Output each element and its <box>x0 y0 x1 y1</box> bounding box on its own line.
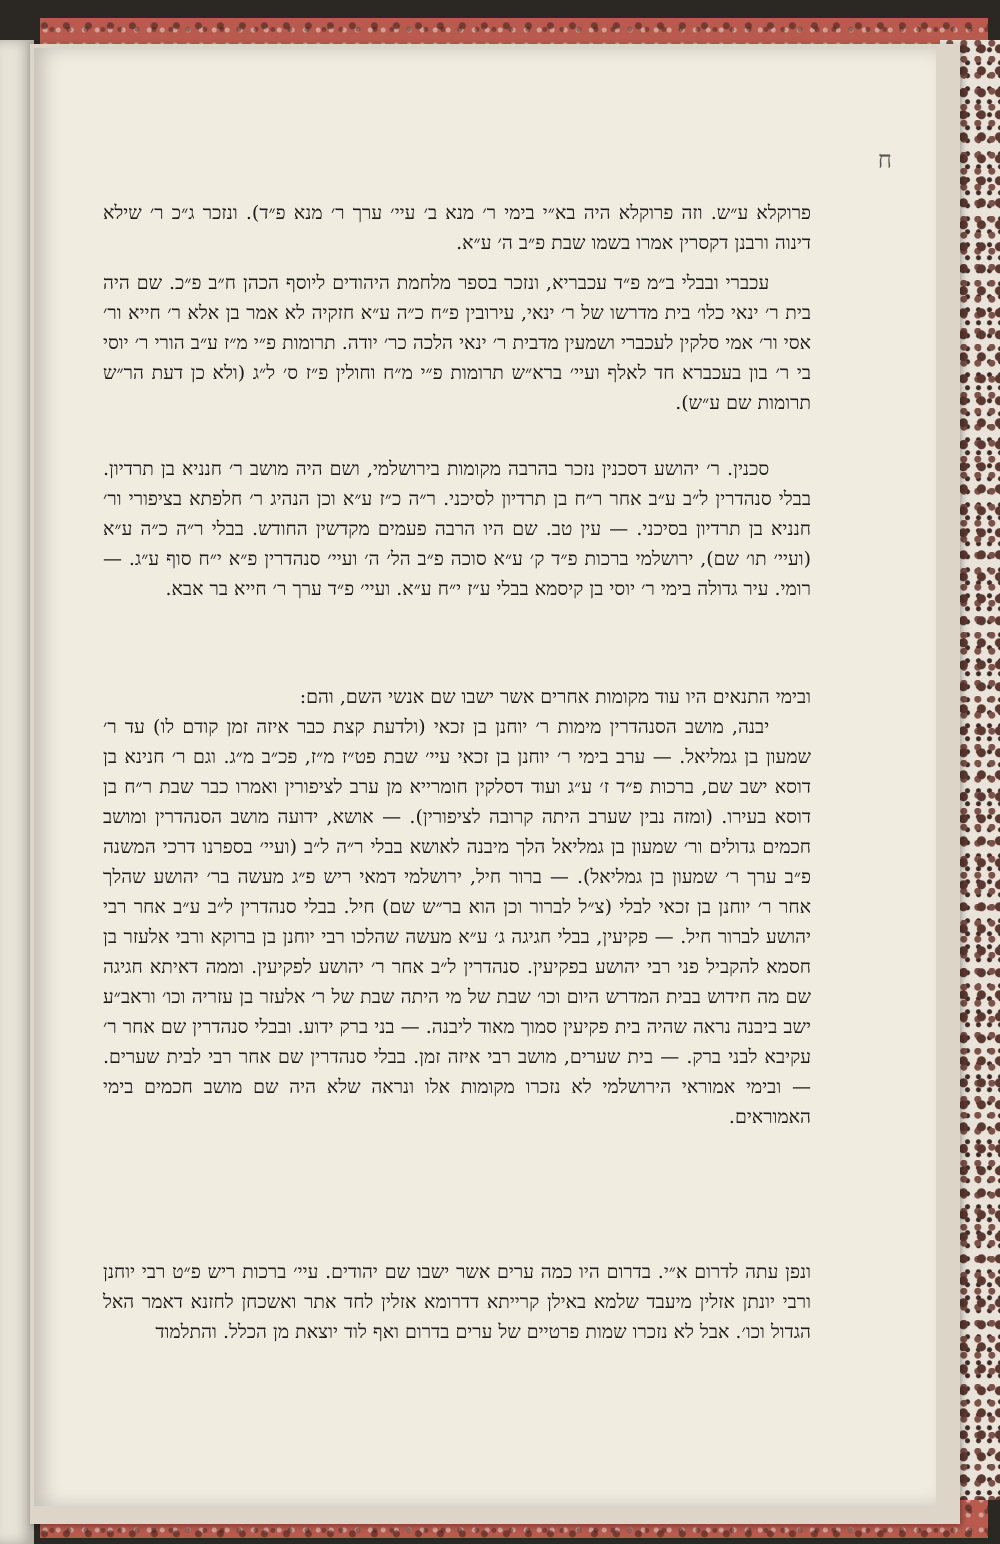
paragraph-4 <box>103 682 811 712</box>
paragraph-1 <box>103 198 811 258</box>
paragraph-text: ובימי התנאים היו עוד מקומות אחרים אשר ישבו שם אנשי השם, והם: <box>299 686 811 708</box>
paragraph-text: סכנין. ר׳ יהושע דסכנין נזכר בהרבה מקומות בירושלמי, ושם היה מושב ר׳ חנניא בן תרדיון. בבלי סנהדרין ל״ב ע״ב אחר ר״ח בן תרדיון לסיכני. ר״ה כ״ז ע״א וכן הנהיג ר׳ חלפתא בציפורי ור׳ חנניא בן תרדיון בסיכני. — עין טב. שם היו הרבה פעמים מקדשין החודש. בבלי ר״ה כ״ה ע״א (ועיי׳ תו׳ שם), ירושלמי ברכות פ״ד ק׳ ע״א סוכה פ״ב הל׳ ה׳ ועיי׳ סנהדרין פ״א י״ח סוף ע״ג. — רומי. עיר גדולה בימי ר׳ יוסי בן קיסמא בבלי ע״ז י״ח ע״א. ועיי׳ פ״ד ערך ר׳ חייא בר אבא. <box>103 458 811 600</box>
paragraph-6 <box>103 1257 811 1347</box>
paragraph-text: פרוקלא ע״ש. וזה פרוקלא היה בא״י בימי ר׳ מנא ב׳ עיי׳ ערך ר׳ מנא פ״ד). ונזכר ג״כ ר׳ שילא דינוה ורבנן דקסרין אמרו בשמו שבת פ״ב ה׳ ע״א. <box>103 202 811 254</box>
paragraph-3 <box>103 454 811 604</box>
paragraph-text: יבנה, מושב הסנהדרין מימות ר׳ יוחנן בן זכאי (ולדעת קצת כבר איזה זמן קודם לו) עד ר׳ שמעון בן גמליאל. — ערב בימי ר׳ יוחנן בן זכאי עיי׳ שבת פט״ז מ״ז, פכ״ב מ״ג. וגם ר׳ חנינא בן דוסא ישב שם, ברכות פ״ד ז׳ ע״ג ועוד דסלקין חומרייא מן ערב לציפורין ואמרו כבר שבת ר״ח בן דוסא בעירו. (ומזה נבין שערב היתה קרובה לציפורין). — אושא, ידועה מושב הסנהדרין ומושב חכמים גדולים ור׳ שמעון בן גמליאל הלך מיבנה לאושא בבלי ר״ה ל״ב (ועיי׳ בספרנו דרכי המשנה פ״ב ערך ר׳ שמעון בן גמליאל). — ברור חיל, ירושלמי דמאי ריש פ״ג מעשה בר׳ יהושע שהלך אחר ר׳ יוחנן בן זכאי לבלי (צ״ל לברור וכן הוא בר״ש שם) חיל. בבלי סנהדרין ל״ב ע״ב אחר רבי יהושע לברור חיל. — פקיעין, בבלי חגיגה ג׳ ע״א מעשה שהלכו רבי יוחנן בן ברוקא ורבי אלעזר בן חסמא להקביל פני רבי יהושע בפקיעין. סנהדרין ל״ב אחר ר׳ יהושע לפקיעין. וממה דאיתא חגיגה שם מה חידוש בבית המדרש היום וכו׳ שבת של מי היתה שבת של ר׳ אלעזר בן עזריה וכו׳ וראב״ע ישב ביבנה נראה שהיה בית פקיעין סמוך מאוד ליבנה. — בני ברק ידוע. ובבלי סנהדרין שם אחר ר׳ עקיבא לבני ברק. — בית שערים, מושב רבי איזה זמן. בבלי סנהדרין שם אחר רבי לבית שערים. — ובימי אמוראי הירושלמי לא נזכרו מקומות אלו ונראה שלא היה שם מושב חכמים בימי האמוראים. <box>103 716 811 1128</box>
paragraph-text: ונפן עתה לדרום א״י. בדרום היו כמה ערים אשר ישבו שם יהודים. עיי׳ ברכות ריש פ״ט רבי יוחנן ורבי יונתן אזלין מיעבד שלמא באילן קרייתא דדרומא אזלין לחד אתר ואשכחן לחזנא דאמר האל הגדול וכו׳. אבל לא נזכרו שמות פרטיים של ערים בדרום ואף לוד יוצאת מן הכלל. והתלמוד <box>103 1261 811 1343</box>
paragraph-5 <box>103 712 811 1132</box>
page-number: ח <box>877 146 892 174</box>
paragraph-text: עכברי ובבלי ב״מ פ״ד עכבריא, ונזכר בספר מלחמת היהודים ליוסף הכהן ח״ב פ״כ. שם היה בית ר׳ ינאי כלו׳ בית מדרשו של ר׳ ינאי, עירובין פ״ח כ״ה ע״א חזקיה לא אמר בן אלא ר׳ חייא ור׳ אסי ור׳ אמי סלקין לעכברי ושמעין מדבית ר׳ ינאי הלכה כר׳ יודה. תרומות פ״י מ״ז ע״ב הורי ר׳ יוסי בי ר׳ בון בעכברא חד לאלף ועיי׳ ברא״ש תרומות פ״י מ״ח וחולין פ״ז ס׳ ל״ג (ולא כן דעת הר״ש תרומות שם ע״ש). <box>103 272 811 414</box>
left-page-edge <box>0 40 34 1544</box>
paragraph-2 <box>103 268 811 418</box>
